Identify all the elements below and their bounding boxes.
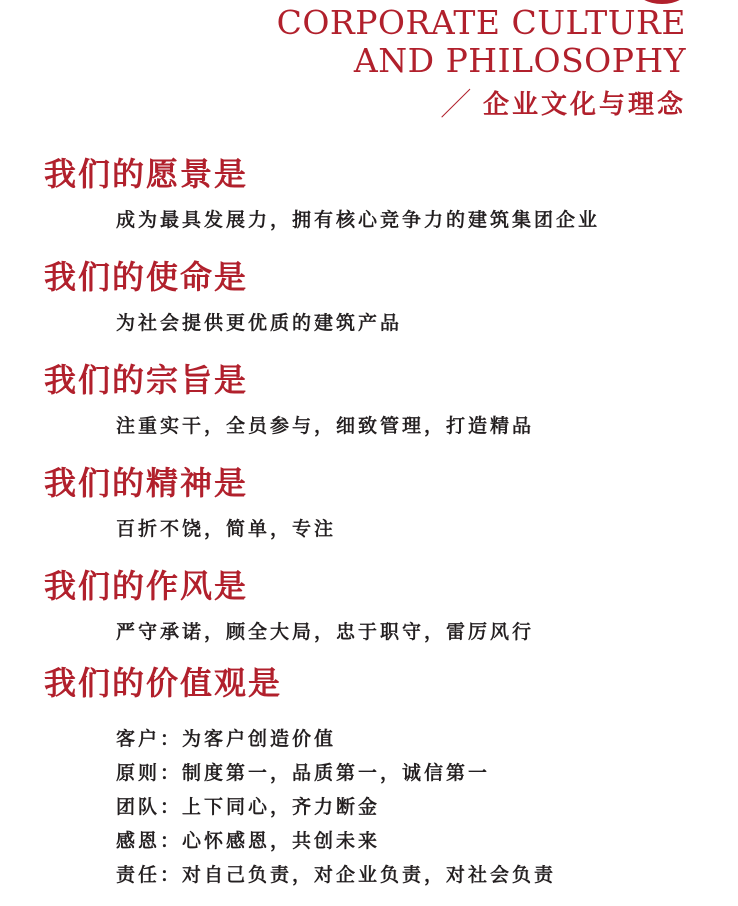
section-vision xyxy=(44,155,600,232)
section-mission xyxy=(44,258,402,335)
list-item: 团队：上下同心，齐力断金 xyxy=(116,796,381,818)
title-chinese: 企业文化与理念 xyxy=(482,90,686,120)
title-english-line-2: AND PHILOSOPHY xyxy=(353,41,686,80)
section-heading: 我们的愿景是 xyxy=(44,155,249,193)
section-heading: 我们的使命是 xyxy=(44,258,249,296)
title-english-line-1: CORPORATE CULTURE xyxy=(276,3,686,42)
section-heading: 我们的价值观是 xyxy=(44,664,283,702)
section-heading: 我们的作风是 xyxy=(44,567,249,605)
list-item: 感恩：心怀感恩，共创未来 xyxy=(116,830,381,852)
title-chinese-row xyxy=(277,84,686,124)
section-purpose xyxy=(44,361,534,438)
section-text: 为社会提供更优质的建筑产品 xyxy=(116,312,403,334)
page-header xyxy=(276,3,686,124)
section-style xyxy=(44,567,534,644)
list-item: 原则：制度第一，品质第一，诚信第一 xyxy=(116,762,491,784)
section-spirit xyxy=(44,464,336,541)
section-text: 注重实干，全员参与，细致管理，打造精品 xyxy=(116,415,535,437)
slash-divider: ／ xyxy=(439,87,472,124)
list-item: 责任：对自己负责，对企业负责，对社会负责 xyxy=(116,864,557,886)
section-heading: 我们的宗旨是 xyxy=(44,361,249,399)
values-list xyxy=(116,722,556,892)
section-text: 成为最具发展力，拥有核心竞争力的建筑集团企业 xyxy=(116,209,601,231)
section-text: 严守承诺，顾全大局，忠于职守，雷厉风行 xyxy=(116,621,535,643)
section-heading: 我们的精神是 xyxy=(44,464,249,502)
list-item: 客户：为客户创造价值 xyxy=(116,728,337,750)
section-values xyxy=(44,664,556,892)
section-text: 百折不饶，简单，专注 xyxy=(116,518,337,540)
